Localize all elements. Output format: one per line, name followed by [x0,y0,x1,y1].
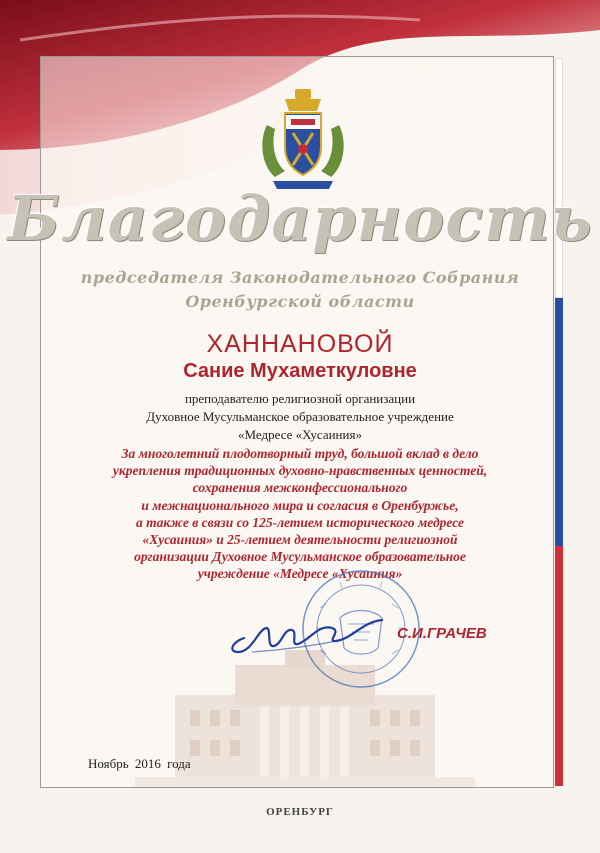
citation-line: сохранения межконфессионального [192,480,408,496]
organization-line-2: «Медресе «Хусаиния» [238,427,362,442]
citation-line: укрепления традиционных духовно-нравственных ценностей, [112,463,488,479]
citation-text [0,445,600,583]
recipient-given-names: Сание Мухаметкуловне [183,360,417,382]
signer-name: С.И.ГРАЧЕВ [397,625,487,642]
citation-line: «Хусаиния» и 25-летием деятельности религиозной [142,532,458,548]
citation-line: а также в связи со 125-летием исторического медресе [135,514,465,530]
recipient-position: преподавателю религиозной организации [184,391,416,406]
citation-line: и межнационального мира и согласия в Оренбуржье, [141,497,459,513]
orenburg-coat-of-arms-icon [255,85,351,193]
handwritten-signature-icon [222,608,392,660]
citation-line: учреждение «Медресе «Хусаиния» [197,566,403,582]
issue-date: Ноябрь 2016 года [88,756,191,771]
issuer-line-2: Оренбургской области [185,292,415,311]
citation-line: За многолетний плодотворный труд, большой вклад в дело [121,446,479,461]
certificate-title: Благодарность [7,182,593,255]
city-name: ОРЕНБУРГ [266,806,334,818]
organization-line-1: Духовное Мусульманское образовательное учреждение [146,409,454,424]
issuer-line-1: председателя Законодательного Собрания [80,268,520,287]
recipient-surname: ХАННАНОВОЙ [206,330,394,358]
citation-line: организации Духовное Мусульманское образовательное [134,549,466,565]
